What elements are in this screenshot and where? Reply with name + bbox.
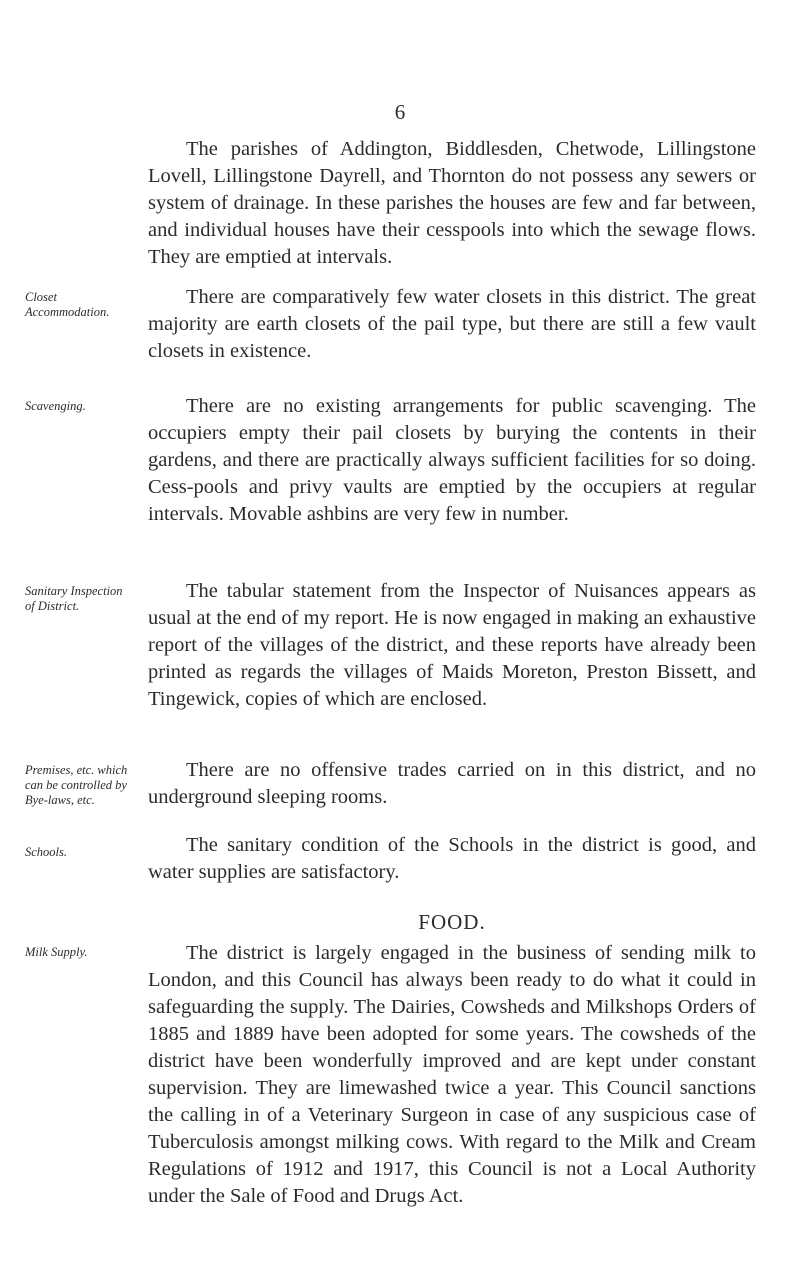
margin-note-milk-supply: Milk Supply. <box>25 945 88 959</box>
margin-note-premises: Premises, etc. which can be controlled by Bye-laws, etc. <box>25 763 128 807</box>
page-number: 6 <box>394 100 406 124</box>
margin-note-closet-accommodation: Closet Accommodation. <box>25 290 110 319</box>
paragraph-schools: The sanitary condition of the Schools in the district is good, and water supplies are satisfactory. <box>148 834 756 883</box>
margin-note-sanitary-inspection: Sanitary Inspection of District. <box>25 584 123 613</box>
paragraph-drainage: The parishes of Addington, Biddlesden, Chetwode, Lillingstone Lovell, Lillingstone Dayrell, and Thornton do not possess any sewers or system of drainage. In these parishes the houses are few and far between, and individual houses have their cesspools into which the sewage flows. They are emptied at intervals. <box>148 138 756 268</box>
margin-note-scavenging: Scavenging. <box>25 399 86 413</box>
paragraph-sanitary-inspection: The tabular statement from the Inspector of Nuisances appears as usual at the end of my report. He is now engaged in making an exhaustive report of the villages of the district, and these reports have already been printed as regards the villages of Maids Moreton, Preston Bissett, and Tingewick, copies of which are enclosed. <box>148 580 756 710</box>
paragraph-scavenging: There are no existing arrangements for public scavenging. The occupiers empty their pail closets by burying the contents in their gardens, and there are practically always sufficient facilities for so doing. Cess-pools and privy vaults are emptied by the occupiers at regular intervals. Movable ashbins are very few in number. <box>148 395 756 525</box>
paragraph-closet-accommodation: There are comparatively few water closets in this district. The great majority are earth closets of the pail type, but there are still a few vault closets in existence. <box>148 286 756 362</box>
paragraph-milk-supply: The district is largely engaged in the business of sending milk to London, and this Council has always been ready to do what it could in safeguarding the supply. The Dairies, Cowsheds and Milkshops Orders of 1885 and 1889 have been adopted for some years. The cowsheds of the district have been wonderfully improved and are kept under constant supervision. They are limewashed twice a year. This Council sanctions the calling in of a Veterinary Surgeon in case of any suspicious case of Tuberculosis amongst milking cows. With regard to the Milk and Cream Regulations of 1912 and 1917, this Council is not a Local Authority under the Sale of Food and Drugs Act. <box>148 942 756 1207</box>
paragraph-premises: There are no offensive trades carried on in this district, and no underground sleeping rooms. <box>148 759 756 808</box>
section-heading-food: FOOD. <box>418 910 486 934</box>
margin-note-schools: Schools. <box>25 845 68 859</box>
